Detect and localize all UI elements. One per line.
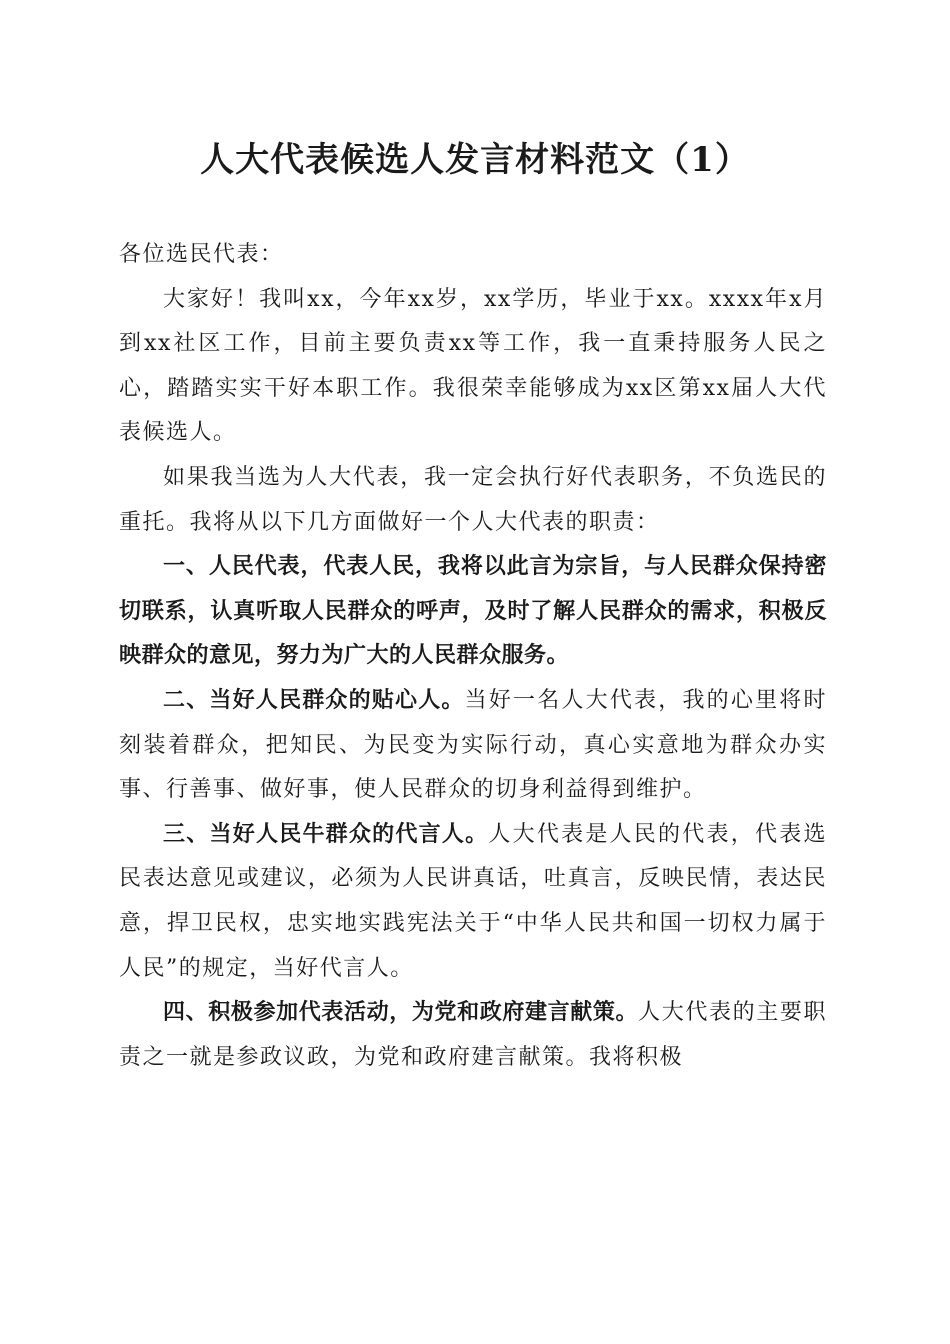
document-title: 人大代表候选人发言材料范文（1）: [200, 140, 750, 180]
document-body: [119, 233, 827, 1080]
point-three-text: 人大代表是人民的代表，代表选民表达意见或建议，必须为人民讲真话，吐真言，反映民情，表达民意，捍卫民权，忠实地实践宪法关于“中华人民共和国一切权力属于人民”的规定，当好代言人。: [119, 821, 827, 981]
point-four-paragraph: [119, 991, 827, 1080]
point-one-paragraph: 一、人民代表，代表人民，我将以此言为宗旨，与人民群众保持密切联系，认真听取人民群众的呼声，及时了解人民群众的需求，积极反映群众的意见，努力为广大的人民群众服务。: [119, 554, 827, 669]
point-two-text: 当好一名人大代表，我的心里将时刻装着群众，把知民、为民变为实际行动，真心实意地为群众办实事、行善事、做好事，使人民群众的切身利益得到维护。: [119, 687, 827, 803]
point-two-heading: 二、当好人民群众的贴心人。: [163, 687, 465, 713]
pledge-paragraph: 如果我当选为人大代表，我一定会执行好代表职务，不负选民的重托。我将从以下几方面做好一个人大代表的职责：: [119, 464, 827, 535]
point-three-paragraph: [119, 813, 827, 991]
salutation: 各位选民代表：: [119, 242, 284, 267]
point-four-heading: 四、积极参加代表活动，为党和政府建言献策。: [163, 1000, 639, 1026]
intro-paragraph: 大家好！我叫xx，今年xx岁，xx学历，毕业于xx。xxxx年x月到xx社区工作，目前主要负责xx等工作，我一直秉持服务人民之心，踏踏实实干好本职工作。我很荣幸能够成为xx区第xx届人大代表候选人。: [119, 286, 827, 446]
point-four-text: 人大代表的主要职责之一就是参政议政，为党和政府建言献策。我将积极: [119, 1000, 827, 1070]
point-three-heading: 三、当好人民牛群众的代言人。: [163, 821, 489, 847]
point-two-paragraph: [119, 679, 827, 813]
